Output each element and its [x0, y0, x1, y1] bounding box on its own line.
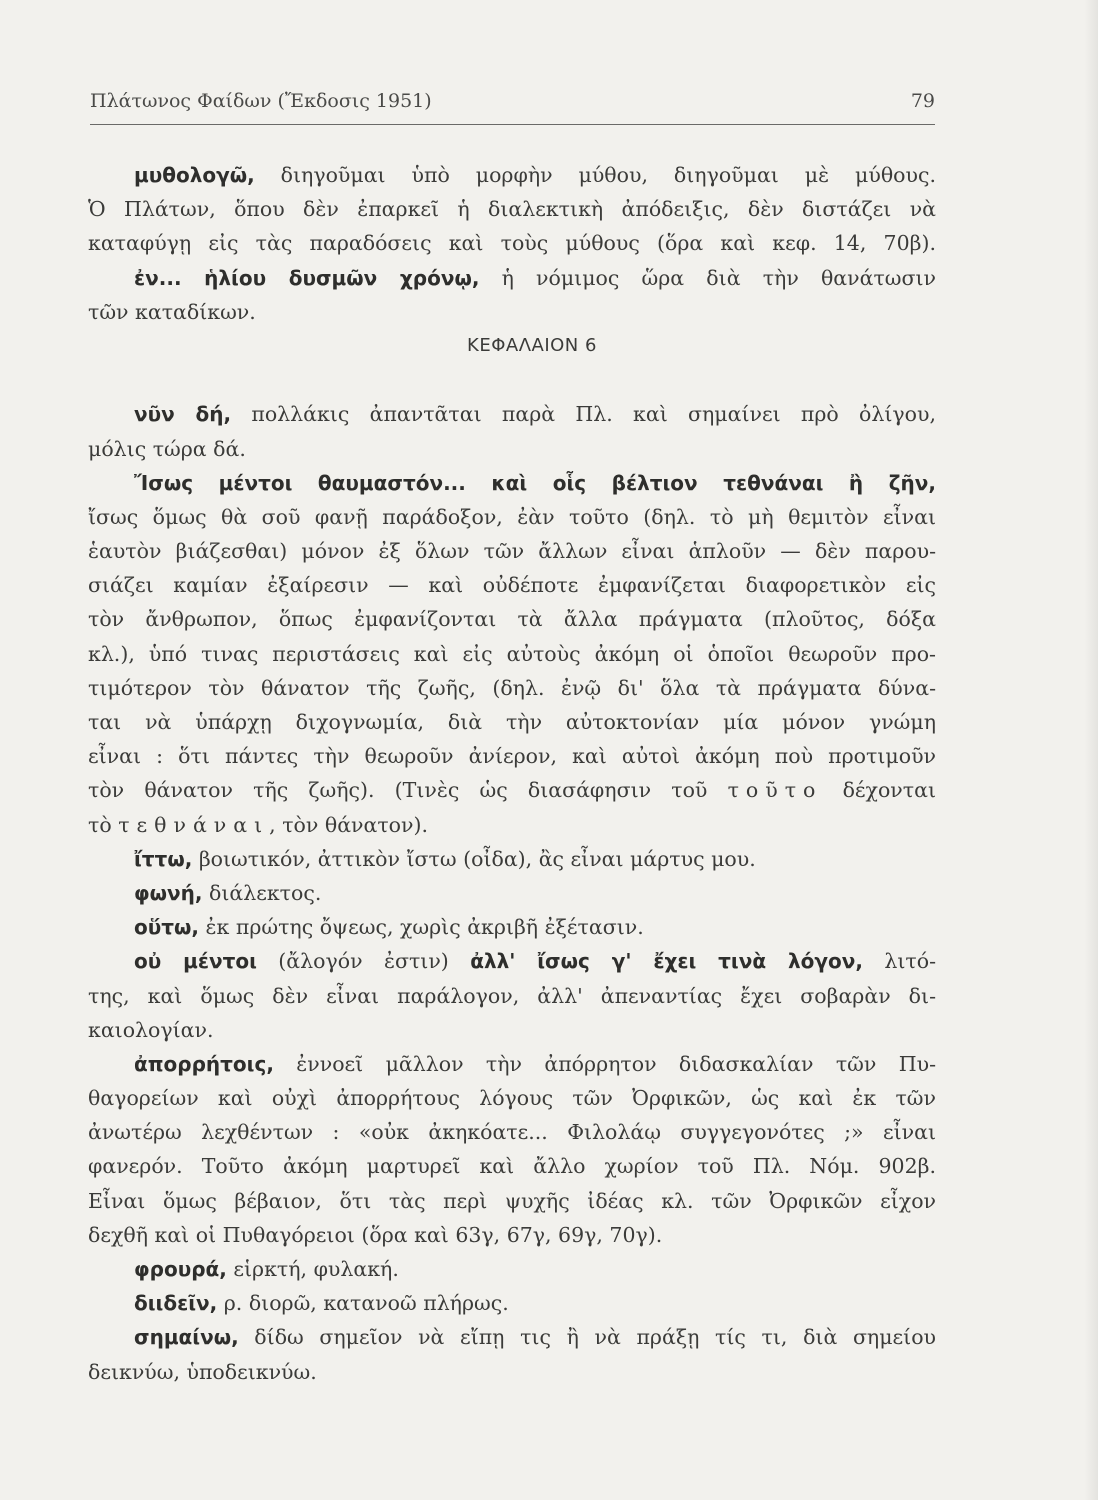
text-line: ται νὰ ὑπάρχῃ διχογνωμία, διὰ τὴν αὐτοκτονίαν μία μόνον γνώμη [88, 710, 936, 734]
text-line: νῦν δή, πολλάκις ἀπαντᾶται παρὰ Πλ. καὶ σημαίνει πρὸ ὀλίγου, [134, 402, 937, 427]
lemma: φρουρά, [134, 1257, 227, 1281]
lemma: ἐν... ἡλίου δυσμῶν χρόνῳ, [134, 265, 480, 290]
text-line [88, 466, 936, 500]
lemma: σημαίνω, [134, 1325, 239, 1350]
text-line: τῶν καταδίκων. [88, 299, 256, 324]
text-line: κλ.), ὑπό τινας περιστάσεις καὶ εἰς αὐτοὺς ἀκόμη οἱ ὁποῖοι θεωροῦν προ- [88, 641, 936, 666]
text-line: δεχθῆ καὶ οἱ Πυθαγόρειοι (ὅρα καὶ 63γ, 67γ, 69γ, 70γ). [88, 1222, 663, 1247]
lemma: διιδεῖν, [134, 1291, 218, 1316]
text-line: της, καὶ ὅμως δὲν εἶναι παράλογον, ἀλλ' ἀπεναντίας ἔχει σοβαρὰν δι- [88, 983, 936, 1008]
text-line: τὸν θάνατον τῆς ζωῆς). (Τινὲς ὡς διασάφησιν τοῦ τοῦτο δέχονται [88, 778, 936, 803]
text-line: διιδεῖν, ρ. διορῶ, κατανοῶ πλήρως. [134, 1291, 509, 1316]
text-line: οὐ μέντοι (ἄλογόν ἐστιν) ἀλλ' ἴσως γ' ἔχει τινὰ λόγον, λιτό- [134, 949, 936, 974]
text-line: ἴττω, βοιωτικόν, ἀττικὸν ἴστω (οἶδα), ἂς εἶναι μάρτυς μου. [134, 846, 756, 871]
text-line: εἶναι : ὅτι πάντες τὴν θεωροῦν ἀνίερον, καὶ αὐτοὶ ἀκόμη ποὺ προτιμοῦν [88, 744, 936, 769]
text-line: ἀπορρήτοις, ἐννοεῖ μᾶλλον τὴν ἀπόρρητον διδασκαλίαν τῶν Πυ- [134, 1051, 936, 1076]
commentary-body [88, 158, 936, 1389]
running-header [90, 86, 935, 116]
spacer [88, 363, 936, 397]
text-line: καταφύγῃ εἰς τὰς παραδόσεις καὶ τοὺς μύθους (ὅρα καὶ κεφ. 14, 70β). [88, 231, 936, 256]
lemma: φωνή, [134, 880, 203, 905]
lemma: νῦν δή, [134, 402, 232, 427]
chapter-heading: ΚΕΦΑΛΑΙΟΝ 6 [467, 334, 597, 356]
spaced-word: τοῦτο [727, 778, 823, 803]
text-line: τὸ τεθνάναι, τὸν θάνατον). [88, 812, 429, 837]
lemma: ἀπορρήτοις, [134, 1051, 274, 1076]
lemma: μυθολογῶ, [134, 163, 255, 187]
page-number: 79 [910, 90, 935, 112]
text-line: φανερόν. Τοῦτο ἀκόμη μαρτυρεῖ καὶ ἄλλο χωρίον τοῦ Πλ. Νόμ. 902β. [88, 1154, 936, 1179]
text-line: θαγορείων καὶ οὐχὶ ἀπορρήτους λόγους τῶν Ὀρφικῶν, ὡς καὶ ἐκ τῶν [88, 1086, 936, 1111]
header-title: Πλάτωνος Φαίδων (Ἔκδοσις 1951) [90, 90, 432, 112]
text-line: οὕτω, ἐκ πρώτης ὄψεως, χωρὶς ἀκριβῆ ἐξέτασιν. [134, 915, 644, 940]
text-line: καιολογίαν. [88, 1017, 214, 1042]
text-line: τιμότερον τὸν θάνατον τῆς ζωῆς, (δηλ. ἐνῷ δι' ὅλα τὰ πράγματα δύνα- [88, 675, 936, 700]
spaced-word: τεθνάναι [118, 812, 270, 837]
text-line: ἴσως ὅμως θὰ σοῦ φανῇ παράδοξον, ἐὰν τοῦτο (δηλ. τὸ μὴ θεμιτὸν εἶναι [88, 504, 936, 529]
text-line: σιάζει καμίαν ἐξαίρεσιν — καὶ οὐδέποτε ἐμφανίζεται διαφορετικὸν εἰς [88, 573, 936, 598]
page-edge-shadow [1084, 0, 1098, 1500]
text-line: ἀνωτέρω λεχθέντων : «οὐκ ἀκηκόατε... Φιλολάῳ συγγεγονότες ;» εἶναι [88, 1120, 936, 1145]
lemma: οὕτω, [134, 915, 199, 940]
text-line: φωνή, διάλεκτος. [134, 880, 322, 905]
lemma: ἴττω, [134, 846, 193, 871]
text-line: φρουρά, εἱρκτή, φυλακή. [134, 1257, 399, 1281]
text-line: σημαίνω, δίδω σημεῖον νὰ εἴπῃ τις ἢ νὰ πράξῃ τίς τι, διὰ σημείου [134, 1325, 936, 1350]
text-line: μυθολογῶ, διηγοῦμαι ὑπὸ μορφὴν μύθου, διηγοῦμαι μὲ μύθους. [134, 163, 936, 187]
lemma: οὐ μέντοι [134, 949, 257, 974]
text-line: Εἶναι ὅμως βέβαιον, ὅτι τὰς περὶ ψυχῆς ἰδέας κλ. τῶν Ὀρφικῶν εἶχον [88, 1188, 936, 1213]
text-line: ἐν... ἡλίου δυσμῶν χρόνῳ, ἡ νόμιμος ὥρα διὰ τὴν θανάτωσιν [134, 265, 936, 290]
lemma: Ἴσως μέντοι θαυμαστόν... καὶ οἷς βέλτιον τεθνάναι ἢ ζῆν, [134, 470, 936, 495]
header-rule [90, 124, 935, 125]
lemma: ἀλλ' ἴσως γ' ἔχει τινὰ λόγον, [470, 949, 863, 974]
text-line: τὸν ἄνθρωπον, ὅπως ἐμφανίζονται τὰ ἄλλα πράγματα (πλοῦτος, δόξα [88, 607, 936, 632]
text-line: μόλις τώρα δά. [88, 436, 246, 461]
text-line: ἑαυτὸν βιάζεσθαι) μόνον ἐξ ὅλων τῶν ἄλλων εἶναι ἁπλοῦν — δὲν παρου- [88, 539, 936, 564]
text-line: δεικνύω, ὑποδεικνύω. [88, 1359, 317, 1384]
text-line: Ὁ Πλάτων, ὅπου δὲν ἐπαρκεῖ ἡ διαλεκτικὴ ἀπόδειξις, δὲν διστάζει νὰ [88, 197, 936, 222]
